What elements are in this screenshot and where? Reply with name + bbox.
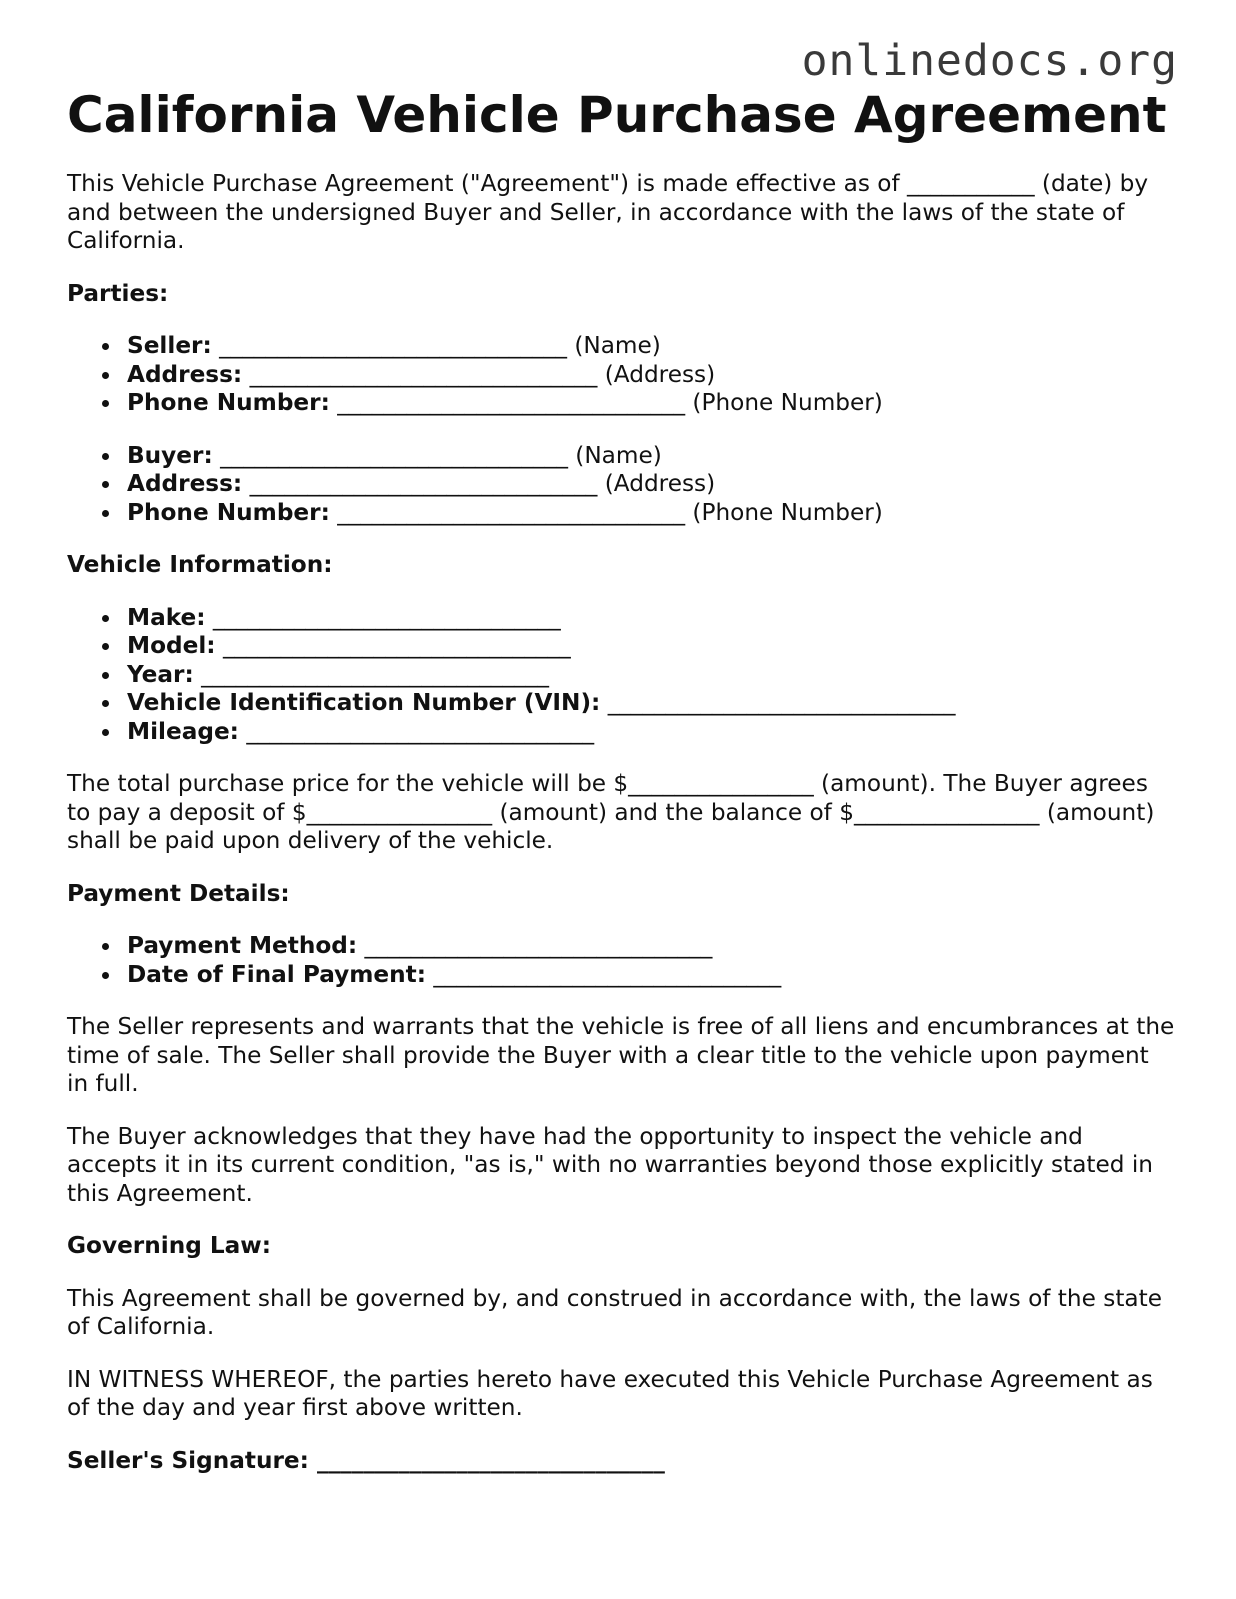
field-blank: ______________________________ (Phone Number) [337,389,883,416]
signature-blank: ______________________________ [316,1446,665,1474]
governing-law-paragraph: This Agreement shall be governed by, and construed in accordance with, the laws of the state of California. [67,1284,1162,1340]
vehicle-list [67,604,1177,747]
list-item [67,604,1177,633]
list-item [67,932,1177,961]
vehicle-heading: Vehicle Information: [67,551,333,578]
field-label: Phone Number: [127,498,330,526]
field-label: Model: [127,632,216,659]
field-label: Date of Final Payment: [127,960,427,988]
field-blank: ______________________________ [212,603,561,631]
governing-law-heading: Governing Law: [67,1232,271,1259]
field-label: Address: [127,360,243,388]
list-item [67,361,1177,390]
field-label: Phone Number: [127,389,330,416]
buyer-list [67,442,1177,528]
list-item [67,689,1177,718]
list-item [67,661,1177,690]
seller-signature-line [67,1447,1177,1476]
field-label: Make: [127,603,206,631]
field-blank: ______________________________ (Address) [249,470,716,497]
watermark: onlinedocs.org [801,36,1178,86]
field-blank: ______________________________ (Phone Number) [337,498,883,526]
field-blank: ______________________________ [364,932,713,959]
list-item [67,961,1177,990]
payment-heading: Payment Details: [67,879,290,907]
field-label: Address: [127,470,243,497]
field-label: Year: [127,660,194,688]
field-blank: ______________________________ [433,960,782,988]
list-item [67,389,1177,418]
list-item [67,470,1177,499]
document-page [67,84,1177,1475]
field-blank: ______________________________ [222,632,571,659]
signature-label: Seller's Signature: [67,1446,309,1474]
field-label: Buyer: [127,441,213,469]
list-item [67,632,1177,661]
field-label: Mileage: [127,717,239,745]
payment-list [67,932,1177,989]
field-blank: ______________________________ (Address) [249,360,716,388]
witness-paragraph: IN WITNESS WHEREOF, the parties hereto have executed this Vehicle Purchase Agreement as of the day and year first above written. [67,1365,1153,1421]
warranty-paragraph: The Seller represents and warrants that the vehicle is free of all liens and encumbrances at the time of sale. The Seller shall provide the Buyer with a clear title to the vehicle upon payment in full. [67,1013,1175,1097]
field-label: Payment Method: [127,932,358,959]
parties-heading: Parties: [67,279,169,307]
price-paragraph: The total purchase price for the vehicle will be $________________ (amount). The Buyer agrees to pay a deposit of $________________ (amount) and the balance of $________________ (amount) shall be paid upon delivery of the vehicle. [67,770,1155,854]
field-label: Vehicle Identification Number (VIN): [127,689,601,716]
field-blank: ______________________________ (Name) [219,332,661,359]
list-item [67,442,1177,471]
document-title: California Vehicle Purchase Agreement [67,86,1167,144]
field-blank: ______________________________ [201,660,549,688]
list-item [67,718,1177,747]
list-item [67,332,1177,361]
field-blank: ______________________________ [246,717,595,745]
field-blank: ______________________________ (Name) [220,441,662,469]
seller-list [67,332,1177,418]
intro-paragraph: This Vehicle Purchase Agreement ("Agreement") is made effective as of ___________ (date) by and between the undersigned Buyer and Seller, in accordance with the laws of the state of California. [67,170,1149,254]
field-blank: ______________________________ [607,689,956,716]
list-item [67,499,1177,528]
field-label: Seller: [127,332,212,359]
inspection-paragraph: The Buyer acknowledges that they have had the opportunity to inspect the vehicle and accepts it in its current condition, "as is," with no warranties beyond those explicitly stated in this Agreement. [67,1122,1153,1207]
